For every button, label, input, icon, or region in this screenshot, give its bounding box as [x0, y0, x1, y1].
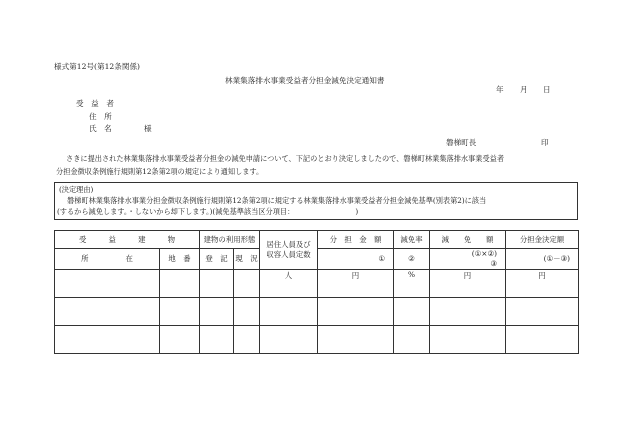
reduction-table [54, 230, 579, 354]
subheader-reduction-number: ③ [490, 258, 497, 268]
cell-reduction [430, 325, 506, 353]
subheader-reduction-formula: (①×②) [471, 249, 497, 258]
subheader-rate-number: ② [394, 249, 430, 270]
cell-residents-unit: 人 [260, 269, 318, 297]
subheader-decided-formula: (①－③) [506, 249, 579, 270]
cell-charge [318, 325, 394, 353]
beneficiary-label: 受 益 者 [76, 99, 114, 108]
cell-registry [200, 297, 234, 325]
cell-current [234, 325, 260, 353]
cell-charge-unit: 円 [318, 269, 394, 297]
date-month: 月 [520, 85, 528, 94]
subheader-lot: 地 番 [160, 249, 200, 270]
header-reduction: 減 免 額 [430, 231, 506, 249]
date-day: 日 [543, 85, 551, 94]
subheader-charge-number: ① [318, 249, 394, 270]
header-building: 受 益 建 物 [55, 231, 200, 249]
subheader-current: 現 況 [234, 249, 260, 270]
decision-heading: (決定理由) [59, 185, 94, 194]
header-residents [260, 231, 318, 270]
cell-residents [260, 325, 318, 353]
cell-lot [160, 297, 200, 325]
table-row [55, 297, 579, 325]
form-number: 様式第12号(第12条関係) [54, 62, 140, 71]
cell-decided [506, 325, 579, 353]
table-row [55, 325, 579, 353]
subheader-location: 所 在 [55, 249, 160, 270]
date-year: 年 [496, 85, 504, 94]
cell-rate-unit: % [394, 269, 430, 297]
body-text-line-1: さきに提出された林業集落排水事業受益者分担金の減免申請について、下記のとおり決定しましたので、磐梯町林業集落排水事業受益者 [66, 154, 505, 163]
cell-rate [394, 325, 430, 353]
subheader-reduction [430, 249, 506, 270]
cell-location [55, 325, 160, 353]
body-text-line-2: 分担金徴収条例施行規則第12条第2項の規定により通知します。 [56, 167, 264, 176]
cell-location [55, 269, 160, 297]
cell-location [55, 297, 160, 325]
cell-reduction [430, 297, 506, 325]
document-title: 林業集落排水事業受益者分担金減免決定通知書 [225, 76, 385, 85]
cell-residents [260, 297, 318, 325]
cell-registry [200, 325, 234, 353]
honorific: 様 [144, 124, 152, 133]
cell-current [234, 269, 260, 297]
header-decided: 分担金決定額 [506, 231, 579, 249]
cell-current [234, 297, 260, 325]
decision-line-1: 磐梯町林業集落排水事業分担金徴収条例施行規則第12条第2項に規定する林業集落排水事業受益者分担金減免基準(別表第2)に該当 [67, 196, 487, 205]
header-rate: 減免率 [394, 231, 430, 249]
decision-line-2: (するから減免します。・しないから却下します。)(減免基準該当区分項目： ) [57, 207, 359, 216]
cell-lot [160, 269, 200, 297]
cell-decided-unit: 円 [506, 269, 579, 297]
table-row [55, 269, 579, 297]
header-charge: 分 担 金 額 [318, 231, 394, 249]
cell-charge [318, 297, 394, 325]
cell-lot [160, 325, 200, 353]
header-usage: 建物の利用形態 [200, 231, 260, 249]
header-residents-line-2: 収容人員定数 [266, 249, 311, 259]
address-label: 住 所 [89, 112, 112, 121]
issuer-title: 磐梯町長 [446, 138, 477, 147]
cell-rate [394, 297, 430, 325]
seal-mark: 印 [541, 138, 549, 147]
subheader-registry: 登 記 [200, 249, 234, 270]
cell-registry [200, 269, 234, 297]
decision-reason-box [54, 182, 578, 220]
cell-decided [506, 297, 579, 325]
table-header-row [55, 231, 579, 249]
cell-reduction-unit: 円 [430, 269, 506, 297]
header-residents-line-1: 居住人員及び [266, 240, 311, 249]
name-label: 氏 名 [89, 124, 112, 133]
